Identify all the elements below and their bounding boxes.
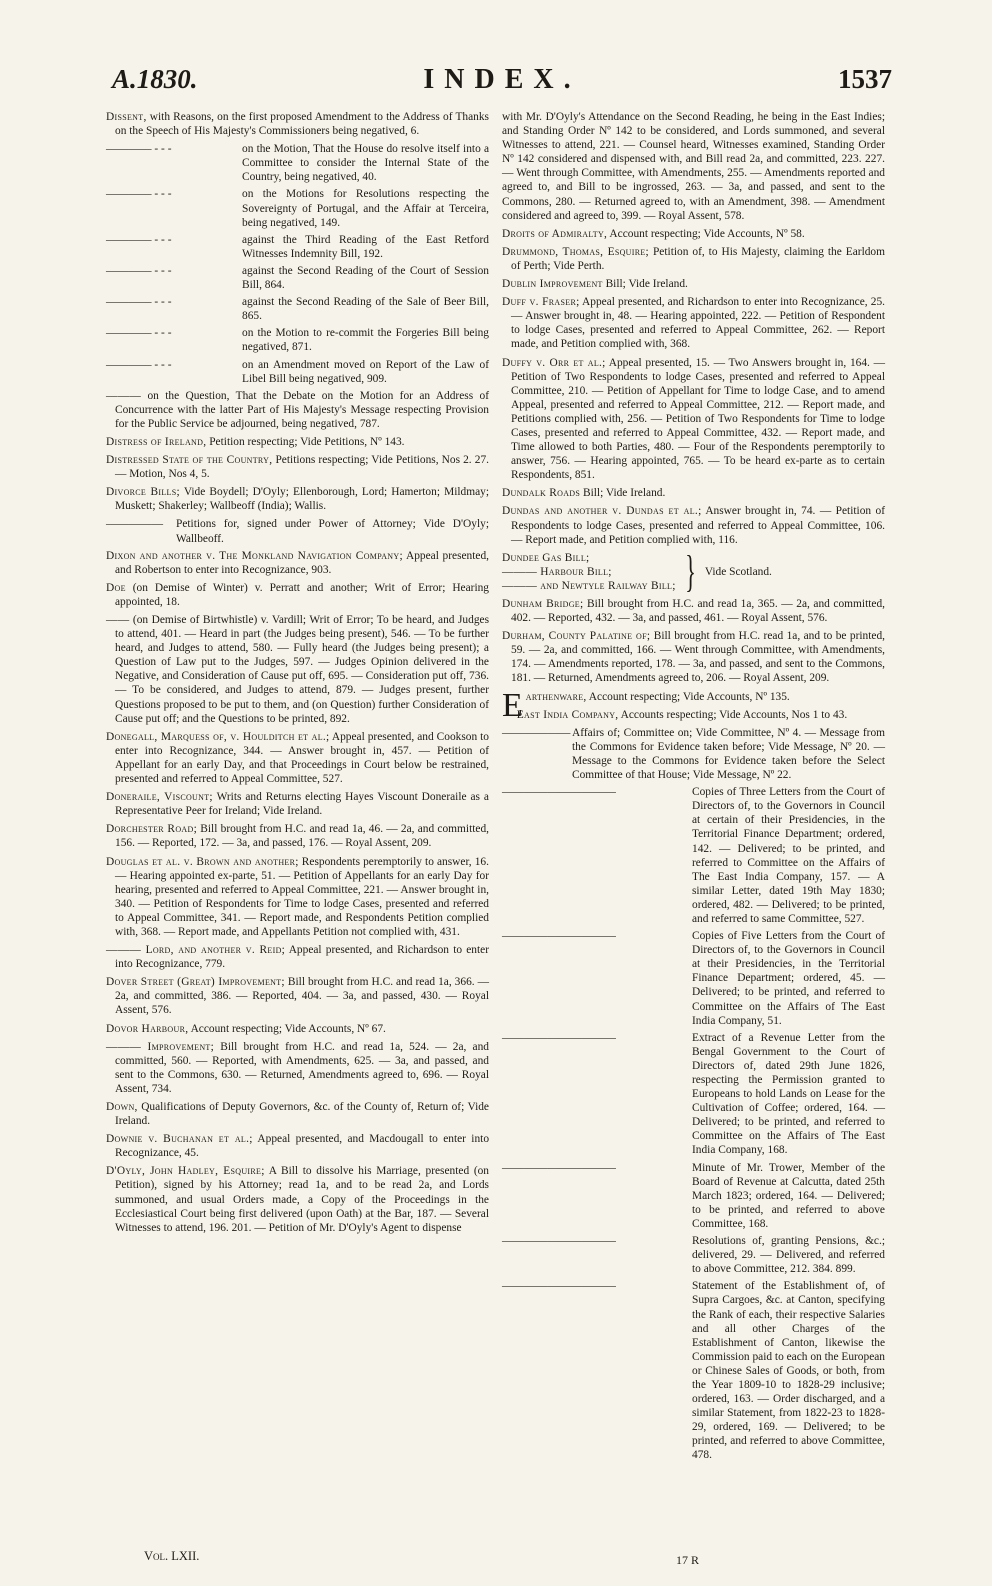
subentry-dash: ———— - - - (106, 327, 172, 340)
index-subentry (106, 326, 489, 354)
entry-text: Bill brought from H.C. read 1a, and to be printed, 59. — 2a, and committed, 166. — Went through Committee, with Amendments, 174. — Amendments reported, 178. — 3a, and passed, and sent to the Commons, 181. — Returned, Amendments agreed to, 206. — Royal Assent, 209. (511, 630, 885, 685)
subentry-dash: ———— - - - (106, 143, 172, 156)
page-header (112, 64, 892, 104)
index-entry (106, 943, 489, 971)
subentry-text: Resolutions of, granting Pensions, &c.; delivered, 29. — Delivered, and referred to above Committee, 212. 384. 899. (692, 1235, 885, 1276)
subentry-dash: ———— - - - (106, 233, 172, 246)
subentry-dash: —————————— (502, 1235, 616, 1248)
entry-text: A Bill to dissolve his Marriage, presented (on Petition), signed by his Attorney; read 1a, and to be read 2a, and Lords summoned, and usual Orders made, a Copy of the Proceedings in the Ecclesiastical Court being first delivered (upon Oath) at the Bar, 187. — Several Witnesses to attend, 196. 201. — Petition of Mr. D'Oyly's Agent to dispense (115, 1165, 490, 1234)
entry-text: Answer brought in, 74. — Petition of Respondents to lodge Cases, presented and referred to Appeal Committee, 106. — Report made, and Petition complied with, 116. (511, 505, 885, 546)
entry-text: Account respecting; Vide Accounts, Nº 135. (588, 690, 790, 703)
entry-text: Accounts respecting; Vide Accounts, Nos 1 to 43. (620, 708, 848, 721)
subentry-text: Extract of a Revenue Letter from the Bengal Government to the Court of Directors of, dated 29th June 1826, respecting the Permission granted to Europeans to hold Lands on Lease for the Cultivation of Coffee; ordered, 164. — Delivered; to be printed, and referred to Committee on the Affairs of The East India Company, 168. (692, 1031, 885, 1157)
footer-volume: Vol. LXII. (144, 1549, 200, 1563)
entry-heading: Duffy v. Orr et al.; (502, 356, 606, 369)
entry-heading: —— (106, 614, 130, 626)
subentry-dash: —————— (502, 726, 571, 739)
entry-heading: Divorce Bills; (106, 486, 180, 499)
subentry-text: on the Motion, That the House do resolve itself into a Committee to consider the Internal State of the Country, being negatived, 40. (242, 143, 489, 184)
entry-text: Account respecting; Vide Accounts, Nº 58. (609, 227, 805, 240)
subentry-text: on the Motions for Resolutions respecting the Sovereignty of Portugal, and the Affair at Terceira, being negatived, 149. (242, 188, 489, 229)
entry-text: Bill brought from H.C. and read 1a, 524. — 2a, and committed, 560. — Reported, with Amendments, 625. — 3a, and passed, and sent to the Commons, 630. — Returned, Amendments agreed to, 696. — Royal Assent, 734. (115, 1040, 489, 1095)
entry-text: Bill brought from H.C. and read 1a, 365. — 2a, and committed, 402. — Reported, 432. — 3a, and passed, 461. — Royal Assent, 576. (511, 598, 885, 625)
subentry-text: Statement of the Establishment of, of Supra Cargoes, &c. at Canton, specifying the Rank of each, their respective Salaries and all other Charges of the Establishment of Canton, likewise the Commission paid to each on the European or Chinese Sales of Goods, or both, from the Year 1809-10 to 1828-29 inclusive; ordered, 163. — Order discharged, and a similar Statement, from 1822-23 to 1828-29, ordered, 169. — Delivered; to be printed, and referred to above Committee, 478. (692, 1280, 885, 1462)
subentry-text: Affairs of; Committee on; Vide Committee, Nº 4. — Message from the Commons for Evidence taken before; Vide Message, Nº 20. — Message to the Commons for Evidence taken before the Select Committee of that House; Vide Message, Nº 22. (572, 726, 885, 782)
subentry-dash: ————— (106, 518, 163, 531)
subentry-dash: ———— - - - (106, 296, 172, 309)
entry-heading: Downie v. Buchanan et al.; (106, 1133, 253, 1146)
index-subentry (106, 233, 489, 261)
entry-heading: Dissent, (106, 111, 147, 123)
subentry-text: Copies of Five Letters from the Court of Directors of, to the Governors in Council at their Presidencies, in the Territorial Finance Department; ordered, 45. — Delivered; to be printed, and referred to Committee on the Affairs of The East India Company, 51. (692, 930, 885, 1027)
brace-line: ——— and Newtyle Railway Bill; (502, 579, 676, 592)
index-entry (106, 730, 489, 786)
index-entry (502, 227, 885, 241)
index-entry (106, 613, 489, 726)
entry-text: Bill brought from H.C. and read 1a, 366. — 2a, and committed, 386. — Reported, 404. — 3a, and passed, 430. — Royal Assent, 576. (115, 976, 489, 1017)
index-subentry (106, 264, 489, 292)
subentry-dash: ———— - - - (106, 188, 172, 201)
index-entry (106, 453, 489, 481)
entry-text: Appeal presented, and Richardson to enter into Recognizance, 25. — Answer brought in, 48. — Hearing appointed, 222. — Petition of Respondent to lodge Cases, presented and referred to Appeal Committee, 262. — Report made, and Petition complied with, 368. (511, 296, 885, 351)
index-subentry (502, 785, 885, 926)
index-subentry (502, 1031, 885, 1158)
index-subentry (106, 142, 489, 184)
entry-heading: Douglas et al. v. Brown and another; (106, 855, 299, 868)
index-entry (106, 855, 489, 940)
brace-line: Dundee Gas Bill; (502, 551, 590, 564)
subentry-text: on the Motion to re-commit the Forgeries Bill being negatived, 871. (242, 327, 489, 354)
entry-heading: Doe (106, 581, 126, 594)
index-entry (106, 389, 489, 431)
index-entry (502, 597, 885, 625)
entry-heading: Duff v. Fraser; (502, 296, 580, 309)
subentry-dash: —————————— (502, 930, 616, 943)
brace-glyph: } (685, 546, 696, 596)
entry-heading: ——— Lord, and another v. Reid; (106, 944, 286, 957)
index-entry (106, 822, 489, 850)
index-subentry (502, 1279, 885, 1462)
entry-text: Vide Boydell; D'Oyly; Ellenborough, Lord; Hamerton; Mildmay; Muskett; Shakerley; Wallbeoff (India); Wallis. (115, 486, 489, 513)
index-entry (106, 1100, 489, 1128)
subentry-dash: —————————— (502, 1031, 616, 1044)
subentry-dash: ———— - - - (106, 358, 172, 371)
entry-heading: East India Company, (516, 708, 619, 721)
index-entry (106, 1132, 489, 1160)
header-title: INDEX. (423, 64, 581, 95)
entry-text: on the Question, That the Debate on the Motion for an Address of Concurrence with the latter Part of His Majesty's Message respecting Provision for the Public Service be adjourned, being negatived, 787. (115, 389, 489, 430)
right-column-top (502, 110, 885, 547)
entry-text: Appeal presented, 15. — Two Answers brought in, 164. — Petition of Two Respondents to lodge Cases, presented and referred to Appeal Committee, 210. — Petition of Appellant for Time to lodge Case, and to amend Appeal, presented and referred to Appeal Committee, 212. — Report made, and Petitions complied with, 256. — Petition of Two Respondents for Time to lodge Cases, presented and referred to Appeal Committee, 432. — Report made, and Time allowed to both Parties, 480. — Four of the Respondents peremptorily to answer, 756. — Hearing appointed, 765. — To be heard ex-parte as to certain Respondents, 851. (511, 356, 886, 482)
index-subentry (106, 517, 489, 545)
entry-heading: Dunham Bridge; (502, 598, 584, 610)
entry-text: Appeal presented, and Macdougall to enter into Recognizance, 45. (115, 1133, 490, 1160)
entry-heading: Distressed State of the Country, (106, 454, 273, 467)
entry-heading: Dixon and another v. The Monkland Navigation Company; (106, 549, 403, 562)
entry-heading: Distress of Ireland, (106, 435, 207, 448)
entry-heading: Dover Street (Great) Improvement; (106, 976, 285, 989)
index-entry (106, 1164, 489, 1234)
index-entry (502, 629, 885, 685)
entry-heading: Dovor Harbour, (106, 1022, 189, 1035)
index-entry (106, 975, 489, 1017)
entry-heading: ——— Improvement; (106, 1040, 215, 1053)
index-entry (106, 1040, 489, 1096)
right-column (502, 110, 885, 1466)
index-subentry (106, 295, 489, 323)
index-entry (106, 549, 489, 577)
entry-text: Appeal presented, and Cookson to enter into Recognizance, 344. — Answer brought in, 457. — Petition of Appellant for an early Day, and that Proceedings in Court below be restrained, presented and referred to Appeal Committee, 527. (115, 730, 489, 786)
entry-text: Bill; Vide Ireland. (583, 487, 666, 500)
dundee-brace-group (502, 546, 885, 596)
entry-text: Bill; Vide Ireland. (605, 278, 688, 291)
entry-heading: arthenware, (525, 690, 587, 703)
subentry-text: on an Amendment moved on Report of the Law of Libel Bill being negatived, 909. (242, 358, 489, 385)
subentry-dash: —————————— (502, 1280, 616, 1293)
index-subentry (502, 1161, 885, 1231)
subentry-dash: —————————— (502, 786, 616, 799)
entry-text: Writs and Returns electing Hayes Viscount Doneraile as a Representative Peer for Ireland; Vide Ireland. (115, 791, 489, 818)
entry-heading: Drummond, Thomas, Esquire; (502, 245, 649, 258)
entry-text: Petition of, to His Majesty, claiming the Earldom of Perth; Vide Perth. (511, 245, 885, 272)
entry-heading: Dorchester Road; (106, 823, 198, 836)
entry-text: Bill brought from H.C. and read 1a, 46. — 2a, and committed, 156. — Reported, 172. — 3a, and passed, 176. — Royal Assent, 209. (115, 823, 490, 850)
index-entry (502, 486, 885, 500)
entry-text: Petitions respecting; Vide Petitions, Nos 2. 27. — Motion, Nos 4, 5. (115, 454, 489, 481)
left-column (106, 110, 489, 1239)
entry-heading: Droits of Admiralty, (502, 227, 608, 240)
subentry-dash: —————————— (502, 1161, 616, 1174)
entry-text: (on Demise of Winter) v. Perratt and another; Writ of Error; Hearing appointed, 18. (115, 581, 490, 608)
index-entry-continued (502, 110, 885, 223)
entry-text: Account respecting; Vide Accounts, Nº 67. (190, 1022, 386, 1035)
index-subentry (106, 358, 489, 386)
subentry-text: against the Second Reading of the Court of Session Bill, 864. (242, 264, 489, 292)
entry-heading: D'Oyly, John Hadley, Esquire; (106, 1165, 265, 1178)
subentry-text: Minute of Mr. Trower, Member of the Board of Revenue at Calcutta, dated 25th March 1823; ordered, 164. — Delivered; to be printed, and referred to above Committee, 168. (692, 1161, 885, 1230)
entry-heading: Dundas and another v. Dundas et al.; (502, 505, 702, 518)
entry-text: Appeal presented, and Robertson to enter into Recognizance, 903. (115, 549, 490, 576)
entry-heading: Donegall, Marquess of, v. Houlditch et al.; (106, 730, 330, 743)
entry-text: (on Demise of Birtwhistle) v. Vardill; Writ of Error; To be heard, and Judges to attend, 401. — Heard in part (the Judges being present), 546. — To be further heard, and Judges to attend, 580. — Fully heard (the Judges being present); a Question of Law put to the Judges, 597. — Judges Opinion delivered in the Negative, and Consideration of Cause put off, 695. — Consideration put off, 736. — To be considered, and Judges to attend, 879. — Judges present, further Questions proposed to be put to them, and (on Question) further Consideration of Cause put off; and the Questions to be printed, 892. (115, 614, 489, 725)
subentry-text: Copies of Three Letters from the Court of Directors of, to the Governors in Council at certain of their Presidencies, in the Territorial Finance Department; ordered, 142. — Delivered; to be printed, and referred to Committee on the Affairs of The East India Company, 157. — A similar Letter, dated 19th May 1830; ordered, 482. — Delivered; to be printed, and referred to same Committee, 527. (692, 786, 885, 925)
entry-text: with Reasons, on the first proposed Amendment to the Address of Thanks on the Speech of His Majesty's Commissioners being negatived, 6. (115, 111, 489, 138)
index-subentry (106, 187, 489, 229)
drop-cap: E (502, 686, 523, 724)
index-entry (502, 277, 885, 291)
index-entry (106, 485, 489, 513)
entry-heading: Durham, County Palatine of; (502, 630, 651, 643)
header-page-number: 1537 (838, 64, 892, 94)
entry-heading: ——— (106, 389, 142, 402)
subentry-text: Petitions for, signed under Power of Attorney; Vide D'Oyly; Wallbeoff. (176, 518, 489, 545)
index-entry (106, 790, 489, 818)
index-entry (106, 435, 489, 449)
brace-lines (502, 551, 676, 593)
right-column-bottom (502, 597, 885, 1463)
entry-heading: Down, (106, 1101, 138, 1113)
subentry-dash: ———— - - - (106, 264, 172, 277)
index-entry (106, 110, 489, 138)
footer-signature: 17 R (676, 1553, 700, 1567)
subentry-text: against the Third Reading of the East Retford Witnesses Indemnity Bill, 192. (242, 233, 489, 260)
entry-text: Appeal presented, and Richardson to enter into Recognizance, 779. (115, 944, 490, 971)
index-subentry (502, 1234, 885, 1276)
entry-text: with Mr. D'Oyly's Attendance on the Second Reading, he being in the East Indies; and Standing Order Nº 142 to be considered, and Lords summoned, and several Witnesses to attend, 221. — Counsel heard, Witnesses examined, Standing Order Nº 142 considered and dispensed with, and Bill read 2a, and committed, 223. 227. — Went through Committee, with Amendments, 255. — Amendments reported and agreed to, and Bill to be ingrossed, 263. — 3a, and passed, and sent to the Commons, 280. — Returned agreed to, with an Amendment, 398. — Amendment considered and agreed to, 399. — Royal Assent, 578. (502, 111, 885, 222)
entry-text: Respondents peremptorily to answer, 16. — Hearing appointed ex-parte, 51. — Petition of Appellants for an early Day for hearing, presented and referred to Appeal Committee, 221. — Answer brought in, 340. — Petition of Respondents for Time to lodge Cases, presented and referred to Appeal Committee, 341. — Report made, and Respondents Petition complied with, 368. — Report made, and Appellants Petition not complied with, 431. (115, 855, 489, 938)
index-entry (502, 504, 885, 546)
index-subentry (502, 929, 885, 1028)
index-entry (106, 581, 489, 609)
entry-heading: Dundalk Roads (502, 487, 581, 500)
header-year: A.1830. (112, 64, 198, 94)
entry-heading: Dublin Improvement (502, 278, 603, 291)
index-subentry (502, 726, 885, 782)
index-entry (502, 708, 885, 722)
brace-line: ——— Harbour Bill; (502, 565, 612, 578)
index-entry (502, 295, 885, 351)
entry-heading: Doneraile, Viscount; (106, 791, 213, 804)
entry-text: Petition respecting; Vide Petitions, Nº 143. (209, 435, 405, 448)
index-entry (106, 1022, 489, 1036)
subentry-text: against the Second Reading of the Sale of Beer Bill, 865. (242, 296, 489, 323)
entry-text: Qualifications of Deputy Governors, &c. of the County of, Return of; Vide Ireland. (115, 1101, 489, 1128)
index-entry (502, 356, 885, 483)
index-entry (502, 245, 885, 273)
brace-vide: Vide Scotland. (704, 565, 772, 578)
